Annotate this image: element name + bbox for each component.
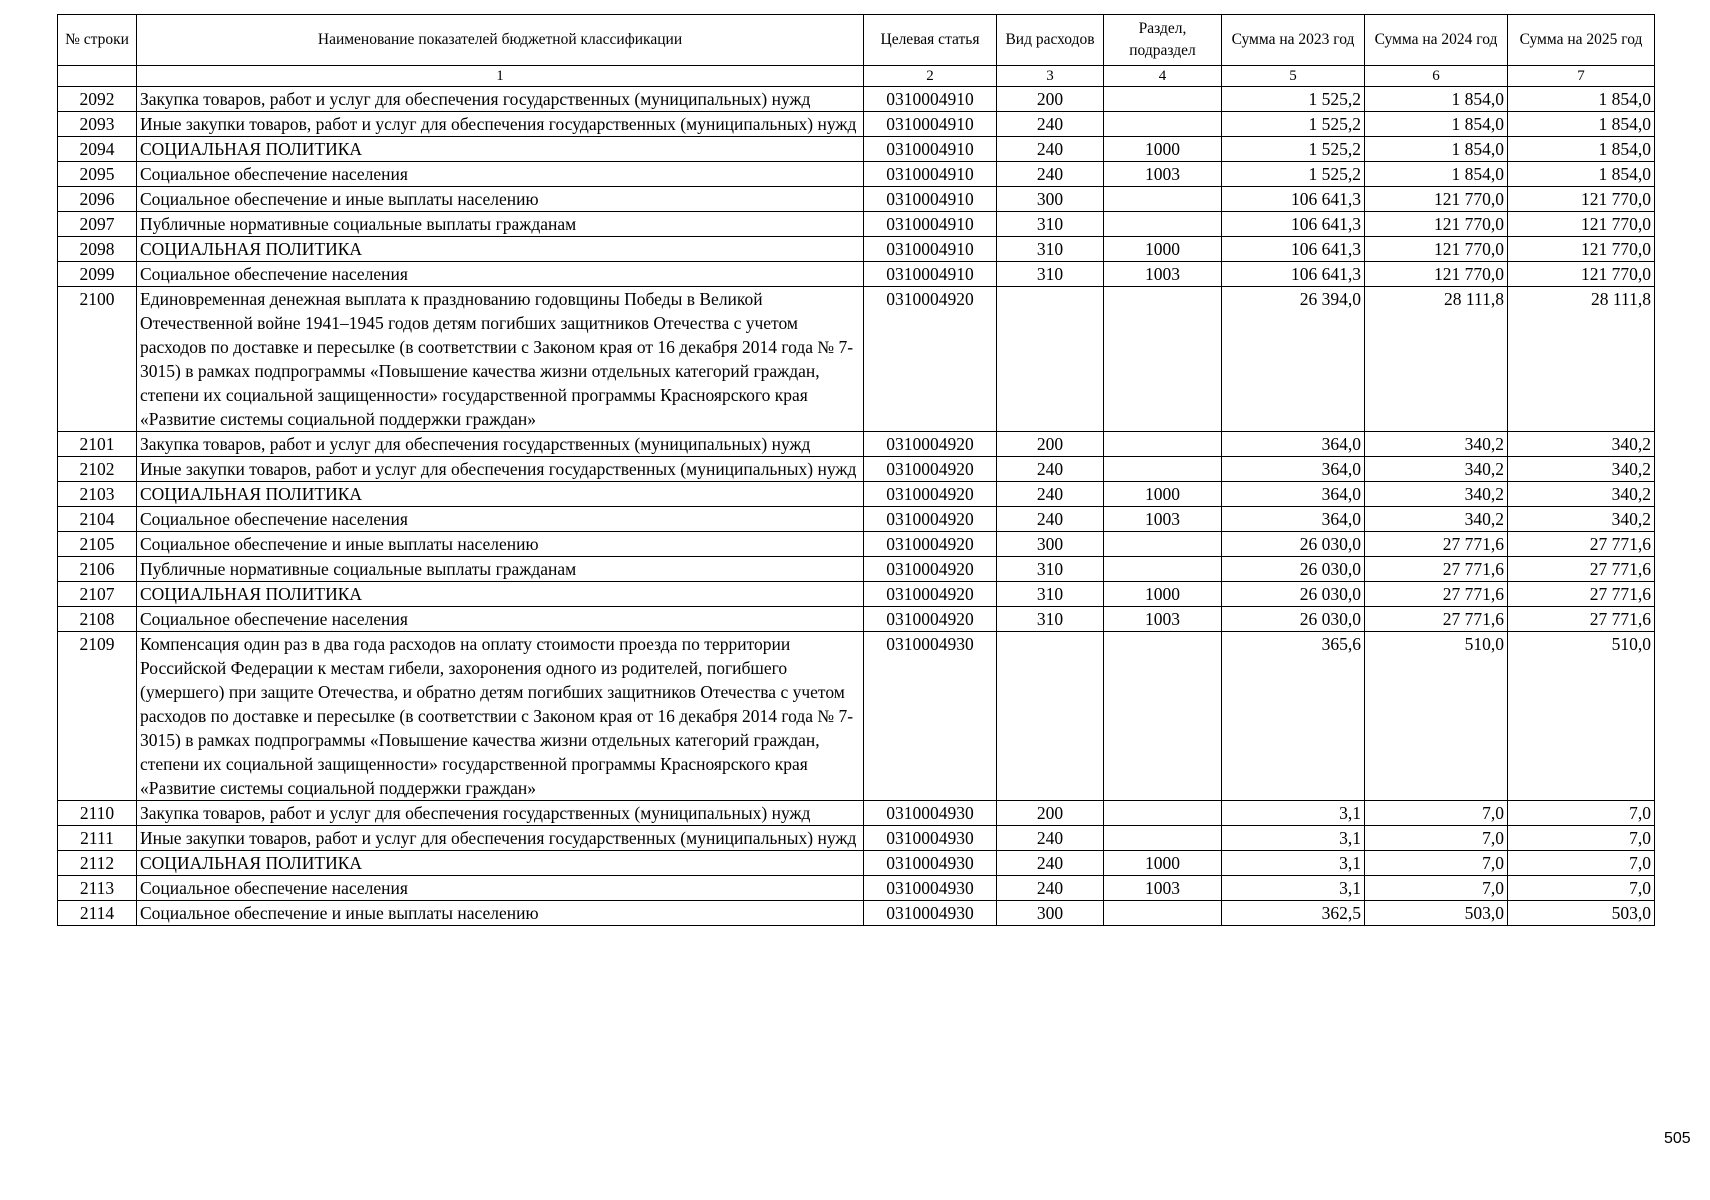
target-article-cell: 0310004930: [864, 851, 997, 876]
indicator-name-cell: СОЦИАЛЬНАЯ ПОЛИТИКА: [137, 482, 864, 507]
header-sum-2025: Сумма на 2025 год: [1508, 15, 1655, 66]
row-number-cell: 2106: [58, 557, 137, 582]
sum-2025-cell: 7,0: [1508, 801, 1655, 826]
sum-2024-cell: 510,0: [1365, 632, 1508, 801]
expense-type-cell: 200: [997, 801, 1104, 826]
section-cell: [1104, 432, 1222, 457]
sum-2024-cell: 7,0: [1365, 876, 1508, 901]
sum-2024-cell: 340,2: [1365, 432, 1508, 457]
section-cell: [1104, 212, 1222, 237]
indicator-name-cell: СОЦИАЛЬНАЯ ПОЛИТИКА: [137, 582, 864, 607]
indicator-name-cell: Социальное обеспечение населения: [137, 262, 864, 287]
sum-2024-cell: 1 854,0: [1365, 162, 1508, 187]
section-cell: [1104, 87, 1222, 112]
table-row: [58, 112, 1655, 137]
indicator-name-cell: Социальное обеспечение населения: [137, 162, 864, 187]
row-number-cell: 2101: [58, 432, 137, 457]
sum-2023-cell: 1 525,2: [1222, 87, 1365, 112]
column-number: 4: [1104, 66, 1222, 87]
sum-2024-cell: 27 771,6: [1365, 607, 1508, 632]
section-cell: 1000: [1104, 137, 1222, 162]
row-number-cell: 2109: [58, 632, 137, 801]
indicator-name-cell: Закупка товаров, работ и услуг для обеспечения государственных (муниципальных) нужд: [137, 87, 864, 112]
sum-2023-cell: 3,1: [1222, 826, 1365, 851]
row-number-cell: 2112: [58, 851, 137, 876]
target-article-cell: 0310004910: [864, 187, 997, 212]
target-article-cell: 0310004920: [864, 287, 997, 432]
expense-type-cell: 240: [997, 482, 1104, 507]
section-cell: 1003: [1104, 876, 1222, 901]
sum-2023-cell: 26 030,0: [1222, 532, 1365, 557]
row-number-cell: 2111: [58, 826, 137, 851]
target-article-cell: 0310004910: [864, 112, 997, 137]
section-cell: [1104, 901, 1222, 926]
indicator-name-cell: СОЦИАЛЬНАЯ ПОЛИТИКА: [137, 137, 864, 162]
sum-2025-cell: 27 771,6: [1508, 532, 1655, 557]
expense-type-cell: 240: [997, 507, 1104, 532]
table-row: [58, 287, 1655, 432]
row-number-cell: 2100: [58, 287, 137, 432]
sum-2025-cell: 7,0: [1508, 876, 1655, 901]
header-sum-2024: Сумма на 2024 год: [1365, 15, 1508, 66]
row-number-cell: 2103: [58, 482, 137, 507]
column-number: 1: [137, 66, 864, 87]
target-article-cell: 0310004920: [864, 432, 997, 457]
expense-type-cell: 300: [997, 532, 1104, 557]
expense-type-cell: 240: [997, 162, 1104, 187]
table-row: [58, 457, 1655, 482]
target-article-cell: 0310004930: [864, 801, 997, 826]
table-row: [58, 187, 1655, 212]
section-cell: [1104, 826, 1222, 851]
sum-2025-cell: 7,0: [1508, 851, 1655, 876]
sum-2025-cell: 27 771,6: [1508, 607, 1655, 632]
sum-2023-cell: 106 641,3: [1222, 237, 1365, 262]
sum-2023-cell: 364,0: [1222, 457, 1365, 482]
expense-type-cell: 240: [997, 851, 1104, 876]
target-article-cell: 0310004930: [864, 826, 997, 851]
header-indicator-name: Наименование показателей бюджетной классификации: [137, 15, 864, 66]
table-row: [58, 851, 1655, 876]
row-number-cell: 2093: [58, 112, 137, 137]
expense-type-cell: 310: [997, 237, 1104, 262]
expense-type-cell: 240: [997, 876, 1104, 901]
sum-2024-cell: 340,2: [1365, 507, 1508, 532]
expense-type-cell: 200: [997, 432, 1104, 457]
sum-2024-cell: 1 854,0: [1365, 112, 1508, 137]
page-number: 505: [1664, 1130, 1691, 1147]
sum-2023-cell: 365,6: [1222, 632, 1365, 801]
row-number-cell: 2094: [58, 137, 137, 162]
budget-classification-table: [57, 14, 1655, 926]
column-number: 3: [997, 66, 1104, 87]
table-row: [58, 607, 1655, 632]
sum-2025-cell: 1 854,0: [1508, 137, 1655, 162]
indicator-name-cell: Закупка товаров, работ и услуг для обеспечения государственных (муниципальных) нужд: [137, 432, 864, 457]
sum-2025-cell: 340,2: [1508, 507, 1655, 532]
column-number: 6: [1365, 66, 1508, 87]
sum-2024-cell: 1 854,0: [1365, 87, 1508, 112]
sum-2023-cell: 3,1: [1222, 876, 1365, 901]
target-article-cell: 0310004910: [864, 87, 997, 112]
row-number-cell: 2099: [58, 262, 137, 287]
target-article-cell: 0310004910: [864, 212, 997, 237]
section-cell: 1003: [1104, 162, 1222, 187]
target-article-cell: 0310004910: [864, 237, 997, 262]
expense-type-cell: 240: [997, 137, 1104, 162]
row-number-cell: 2107: [58, 582, 137, 607]
indicator-name-cell: Иные закупки товаров, работ и услуг для обеспечения государственных (муниципальных) нужд: [137, 112, 864, 137]
sum-2025-cell: 1 854,0: [1508, 162, 1655, 187]
row-number-cell: 2096: [58, 187, 137, 212]
indicator-name-cell: Публичные нормативные социальные выплаты гражданам: [137, 557, 864, 582]
sum-2025-cell: 7,0: [1508, 826, 1655, 851]
sum-2023-cell: 106 641,3: [1222, 212, 1365, 237]
indicator-name-cell: Единовременная денежная выплата к празднованию годовщины Победы в Великой Отечественной войне 1941–1945 годов детям погибших защитников Отечества с учетом расходов по доставке и пересылке (в соответствии с Законом края от 16 декабря 2014 года № 7-3015) в рамках подпрограммы «Повышение качества жизни отдельных категорий граждан, степени их социальной защищенности» государственной программы Красноярского края «Развитие системы социальной поддержки граждан»: [137, 287, 864, 432]
table-row: [58, 582, 1655, 607]
header-section: Раздел, подраздел: [1104, 15, 1222, 66]
expense-type-cell: 310: [997, 582, 1104, 607]
header-row-number: № строки: [58, 15, 137, 66]
header-row: [58, 15, 1655, 66]
expense-type-cell: 300: [997, 187, 1104, 212]
indicator-name-cell: Иные закупки товаров, работ и услуг для обеспечения государственных (муниципальных) нужд: [137, 457, 864, 482]
sum-2023-cell: 106 641,3: [1222, 262, 1365, 287]
table-row: [58, 212, 1655, 237]
sum-2025-cell: 503,0: [1508, 901, 1655, 926]
expense-type-cell: 310: [997, 212, 1104, 237]
section-cell: [1104, 287, 1222, 432]
sum-2024-cell: 340,2: [1365, 457, 1508, 482]
sum-2023-cell: 106 641,3: [1222, 187, 1365, 212]
sum-2024-cell: 340,2: [1365, 482, 1508, 507]
section-cell: 1003: [1104, 607, 1222, 632]
row-number-cell: 2092: [58, 87, 137, 112]
expense-type-cell: [997, 632, 1104, 801]
section-cell: 1000: [1104, 237, 1222, 262]
expense-type-cell: 200: [997, 87, 1104, 112]
sum-2024-cell: 503,0: [1365, 901, 1508, 926]
target-article-cell: 0310004910: [864, 162, 997, 187]
sum-2024-cell: 7,0: [1365, 801, 1508, 826]
indicator-name-cell: Публичные нормативные социальные выплаты гражданам: [137, 212, 864, 237]
sum-2025-cell: 340,2: [1508, 457, 1655, 482]
row-number-cell: 2097: [58, 212, 137, 237]
section-cell: [1104, 801, 1222, 826]
table-row: [58, 532, 1655, 557]
table-row: [58, 262, 1655, 287]
column-number-row: [58, 66, 1655, 87]
row-number-cell: 2108: [58, 607, 137, 632]
row-number-cell: 2114: [58, 901, 137, 926]
section-cell: 1000: [1104, 582, 1222, 607]
expense-type-cell: 310: [997, 557, 1104, 582]
section-cell: 1003: [1104, 507, 1222, 532]
target-article-cell: 0310004920: [864, 582, 997, 607]
sum-2025-cell: 340,2: [1508, 432, 1655, 457]
sum-2024-cell: 121 770,0: [1365, 212, 1508, 237]
table-row: [58, 876, 1655, 901]
sum-2025-cell: 1 854,0: [1508, 112, 1655, 137]
sum-2023-cell: 364,0: [1222, 482, 1365, 507]
sum-2024-cell: 28 111,8: [1365, 287, 1508, 432]
indicator-name-cell: Социальное обеспечение и иные выплаты населению: [137, 532, 864, 557]
column-number: [58, 66, 137, 87]
indicator-name-cell: Иные закупки товаров, работ и услуг для обеспечения государственных (муниципальных) нужд: [137, 826, 864, 851]
sum-2025-cell: 1 854,0: [1508, 87, 1655, 112]
table-row: [58, 87, 1655, 112]
sum-2024-cell: 27 771,6: [1365, 557, 1508, 582]
section-cell: 1000: [1104, 482, 1222, 507]
row-number-cell: 2105: [58, 532, 137, 557]
expense-type-cell: 300: [997, 901, 1104, 926]
sum-2024-cell: 121 770,0: [1365, 187, 1508, 212]
target-article-cell: 0310004920: [864, 482, 997, 507]
sum-2023-cell: 362,5: [1222, 901, 1365, 926]
sum-2025-cell: 27 771,6: [1508, 557, 1655, 582]
target-article-cell: 0310004920: [864, 557, 997, 582]
table-row: [58, 632, 1655, 801]
section-cell: 1000: [1104, 851, 1222, 876]
target-article-cell: 0310004930: [864, 876, 997, 901]
row-number-cell: 2110: [58, 801, 137, 826]
target-article-cell: 0310004920: [864, 607, 997, 632]
sum-2023-cell: 3,1: [1222, 801, 1365, 826]
sum-2023-cell: 1 525,2: [1222, 137, 1365, 162]
sum-2025-cell: 121 770,0: [1508, 212, 1655, 237]
table-row: [58, 901, 1655, 926]
sum-2024-cell: 121 770,0: [1365, 262, 1508, 287]
section-cell: [1104, 532, 1222, 557]
sum-2023-cell: 1 525,2: [1222, 162, 1365, 187]
target-article-cell: 0310004920: [864, 457, 997, 482]
header-expense-type: Вид расходов: [997, 15, 1104, 66]
indicator-name-cell: Социальное обеспечение населения: [137, 607, 864, 632]
sum-2023-cell: 26 030,0: [1222, 607, 1365, 632]
indicator-name-cell: Социальное обеспечение и иные выплаты населению: [137, 901, 864, 926]
expense-type-cell: 240: [997, 112, 1104, 137]
table-row: [58, 237, 1655, 262]
section-cell: 1003: [1104, 262, 1222, 287]
sum-2025-cell: 121 770,0: [1508, 262, 1655, 287]
expense-type-cell: 310: [997, 262, 1104, 287]
indicator-name-cell: Закупка товаров, работ и услуг для обеспечения государственных (муниципальных) нужд: [137, 801, 864, 826]
sum-2023-cell: 26 030,0: [1222, 557, 1365, 582]
sum-2024-cell: 7,0: [1365, 826, 1508, 851]
row-number-cell: 2113: [58, 876, 137, 901]
section-cell: [1104, 632, 1222, 801]
table-row: [58, 162, 1655, 187]
row-number-cell: 2095: [58, 162, 137, 187]
column-number: 5: [1222, 66, 1365, 87]
sum-2025-cell: 121 770,0: [1508, 187, 1655, 212]
expense-type-cell: 240: [997, 826, 1104, 851]
sum-2025-cell: 121 770,0: [1508, 237, 1655, 262]
row-number-cell: 2104: [58, 507, 137, 532]
sum-2023-cell: 3,1: [1222, 851, 1365, 876]
indicator-name-cell: Социальное обеспечение населения: [137, 876, 864, 901]
target-article-cell: 0310004910: [864, 137, 997, 162]
table-row: [58, 801, 1655, 826]
target-article-cell: 0310004910: [864, 262, 997, 287]
table-body: [58, 87, 1655, 926]
table-row: [58, 137, 1655, 162]
target-article-cell: 0310004930: [864, 901, 997, 926]
sum-2024-cell: 27 771,6: [1365, 582, 1508, 607]
row-number-cell: 2098: [58, 237, 137, 262]
row-number-cell: 2102: [58, 457, 137, 482]
indicator-name-cell: СОЦИАЛЬНАЯ ПОЛИТИКА: [137, 851, 864, 876]
indicator-name-cell: Компенсация один раз в два года расходов на оплату стоимости проезда по территории Российской Федерации к местам гибели, захоронения одного из родителей, погибшего (умершего) при защите Отечества, и обратно детям погибших защитников Отечества с учетом расходов по доставке и пересылке (в соответствии с Законом края от 16 декабря 2014 года № 7-3015) в рамках подпрограммы «Повышение качества жизни отдельных категорий граждан, степени их социальной защищенности» государственной программы Красноярского края «Развитие системы социальной поддержки граждан»: [137, 632, 864, 801]
table-row: [58, 826, 1655, 851]
sum-2024-cell: 121 770,0: [1365, 237, 1508, 262]
section-cell: [1104, 187, 1222, 212]
indicator-name-cell: Социальное обеспечение населения: [137, 507, 864, 532]
sum-2023-cell: 364,0: [1222, 432, 1365, 457]
sum-2025-cell: 27 771,6: [1508, 582, 1655, 607]
target-article-cell: 0310004920: [864, 532, 997, 557]
sum-2024-cell: 27 771,6: [1365, 532, 1508, 557]
sum-2023-cell: 364,0: [1222, 507, 1365, 532]
table-row: [58, 432, 1655, 457]
section-cell: [1104, 457, 1222, 482]
expense-type-cell: [997, 287, 1104, 432]
header-target-article: Целевая статья: [864, 15, 997, 66]
sum-2023-cell: 1 525,2: [1222, 112, 1365, 137]
sum-2025-cell: 510,0: [1508, 632, 1655, 801]
sum-2023-cell: 26 394,0: [1222, 287, 1365, 432]
target-article-cell: 0310004930: [864, 632, 997, 801]
column-number: 2: [864, 66, 997, 87]
target-article-cell: 0310004920: [864, 507, 997, 532]
sum-2024-cell: 1 854,0: [1365, 137, 1508, 162]
section-cell: [1104, 557, 1222, 582]
indicator-name-cell: Социальное обеспечение и иные выплаты населению: [137, 187, 864, 212]
column-number: 7: [1508, 66, 1655, 87]
table-row: [58, 482, 1655, 507]
indicator-name-cell: СОЦИАЛЬНАЯ ПОЛИТИКА: [137, 237, 864, 262]
sum-2024-cell: 7,0: [1365, 851, 1508, 876]
header-sum-2023: Сумма на 2023 год: [1222, 15, 1365, 66]
sum-2025-cell: 340,2: [1508, 482, 1655, 507]
table-row: [58, 507, 1655, 532]
expense-type-cell: 240: [997, 457, 1104, 482]
expense-type-cell: 310: [997, 607, 1104, 632]
sum-2025-cell: 28 111,8: [1508, 287, 1655, 432]
table-row: [58, 557, 1655, 582]
sum-2023-cell: 26 030,0: [1222, 582, 1365, 607]
section-cell: [1104, 112, 1222, 137]
